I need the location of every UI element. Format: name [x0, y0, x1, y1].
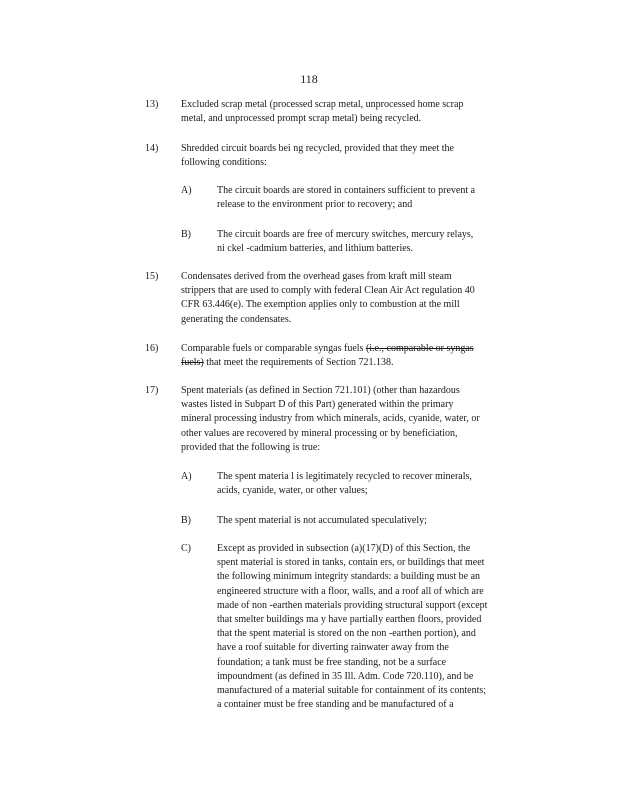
text-line: CFR 63.446(e). The exemption applies only to combustion at the mill — [181, 299, 460, 311]
text-line: the following minimum integrity standards: a building must be an — [217, 571, 481, 583]
item-text — [217, 228, 473, 256]
text-line: Excluded scrap metal (processed scrap metal, unprocessed home scrap — [181, 99, 464, 110]
deleted-text: (i.e., comparable or syngas — [365, 343, 474, 354]
text-line: The spent materia l is legitimately recycled to recover minerals, — [217, 471, 472, 482]
text-line: provided that the following is true: — [181, 441, 321, 453]
text-line — [181, 356, 474, 370]
item-number: 15) — [145, 271, 159, 282]
item-number: B) — [181, 229, 191, 240]
item-text — [181, 384, 480, 455]
text-line: that the spent material is stored on the non -earthen portion), and — [217, 628, 476, 640]
text-line: impoundment (as defined in 35 Ill. Adm. Code 720.110), and be — [217, 670, 474, 682]
item-text — [217, 542, 487, 712]
item-number: C) — [181, 543, 191, 554]
item-number: B) — [181, 515, 191, 526]
text-line: other values are recovered by mineral processing or by beneficiation, — [181, 427, 458, 439]
text-line: The circuit boards are stored in containers sufficient to prevent a — [217, 185, 476, 196]
text-line: The spent material is not accumulated speculatively; — [217, 515, 427, 526]
item-text — [217, 470, 472, 498]
text-run: that meet the requirements of Section 721.138. — [203, 357, 394, 369]
page-number: 118 — [300, 72, 318, 86]
deleted-text: fuels) — [181, 357, 204, 369]
item-text — [181, 98, 463, 126]
text-line: Condensates derived from the overhead gases from kraft mill steam — [181, 271, 452, 282]
text-line: made of non -earthen materials providing structural support (except — [217, 599, 488, 611]
text-line — [181, 342, 474, 356]
text-line: manufactured of a material suitable for containment of its contents; — [217, 685, 487, 697]
text-line: ni ckel -cadmium batteries, and lithium batteries. — [217, 243, 414, 255]
text-line: strippers that are used to comply with federal Clean Air Act regulation 40 — [181, 285, 475, 297]
text-line: a container must be free standing and be manufactured of a — [217, 699, 454, 711]
text-line: wastes listed in Subpart D of this Part) generated within the primary — [181, 399, 454, 411]
item-text — [181, 342, 474, 370]
text-line: acids, cyanide, water, or other values; — [217, 485, 368, 497]
text-line: Shredded circuit boards bei ng recycled, provided that they meet the — [181, 143, 454, 154]
item-number: 16) — [145, 343, 159, 354]
text-line: Spent materials (as defined in Section 721.101) (other than hazardous — [181, 385, 460, 396]
text-run: Comparable fuels or comparable syngas fuels — [181, 343, 366, 354]
item-number: 13) — [145, 99, 159, 110]
text-line: that smelter buildings ma y have partially earthen floors, provided — [217, 614, 482, 626]
text-line: spent material is stored in tanks, contain ers, or buildings that meet — [217, 557, 485, 569]
text-line: engineered structure with a floor, walls, and a roof all of which are — [217, 585, 484, 597]
text-line: The circuit boards are free of mercury switches, mercury relays, — [217, 229, 474, 240]
text-line: have a roof suitable for diverting rainwater away from the — [217, 642, 449, 654]
text-line: Except as provided in subsection (a)(17)(D) of this Section, the — [217, 543, 471, 554]
text-line: foundation; a tank must be free standing, not be a surface — [217, 656, 447, 668]
item-number: 17) — [145, 385, 159, 396]
text-line: metal, and unprocessed prompt scrap metal) being recycled. — [181, 113, 422, 125]
item-text — [217, 514, 427, 528]
text-line: release to the environment prior to recovery; and — [217, 199, 413, 211]
item-number: A) — [181, 471, 192, 482]
item-number: 14) — [145, 143, 159, 154]
item-text — [217, 184, 475, 212]
text-line: generating the condensates. — [181, 313, 292, 325]
text-line: mineral processing industry from which minerals, acids, cyanide, water, or — [181, 413, 480, 425]
text-line: following conditions: — [181, 157, 267, 169]
item-text — [181, 270, 475, 327]
item-text — [181, 142, 454, 170]
item-number: A) — [181, 185, 192, 196]
